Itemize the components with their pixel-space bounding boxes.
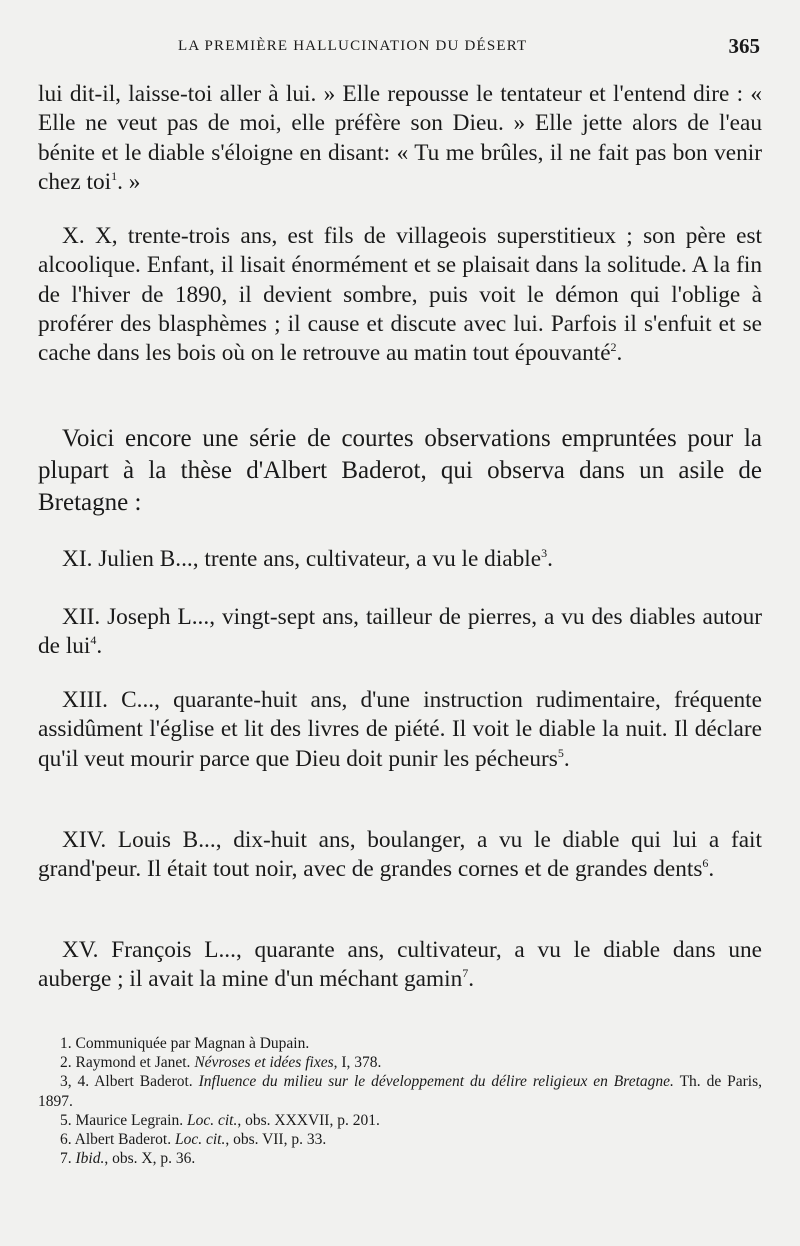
footnote-ref-3[interactable]: 3 xyxy=(541,546,548,560)
observation-x: X. X, trente-trois ans, est fils de villageois superstitieux ; son père est alcoolique. Enfant, il lisait énormément et se plaisait dans la solitude. A la fin de l'hiver de 1890, il devient sombre, puis voit le démon qui l'oblige à proférer des blasphèmes ; il cause et discute avec lui. Parfois il s'enfuit et se cache dans les bois où on le retrouve au matin tout épouvanté$^2$. xyxy=(38,223,762,367)
observation-xiv: XIV. Louis B..., dix-huit ans, boulanger, a vu le diable qui lui a fait grand'peur. Il était tout noir, avec de grandes cornes et de grandes dents$^6$. xyxy=(38,827,762,883)
paragraph-continuation: lui dit-il, laisse-toi aller à lui. » Elle repousse le tentateur et l'entend dire : « Elle ne veut pas de moi, elle préfère son Dieu. » Elle jette alors de l'eau bénite et le diable s'éloigne en disant: « Tu me brûles, il ne fait pas bon venir chez toi$^1$. » xyxy=(38,81,762,195)
footnote-ref-5[interactable]: 5 xyxy=(557,745,564,760)
footnote-6: 6. Albert Baderot. Loc. cit., obs. VII, p. 33. xyxy=(60,1131,327,1149)
observation-xiii: XIII. C..., quarante-huit ans, d'une instruction rudimentaire, fréquente assidûment l'église et lit des livres de piété. Il voit le diable la nuit. Il déclare qu'il veut mourir parce que Dieu doit punir les pécheurs$^5$. xyxy=(38,687,762,772)
page-number: 365 xyxy=(728,34,760,58)
footnote-3-4: 3, 4. Albert Baderot. Influence du milieu sur le développement du délire religieux en Bretagne. Th. de Paris, 1897. xyxy=(38,1073,762,1110)
observation-xi: XI. Julien B..., trente ans, cultivateur, a vu le diable$^3$. xyxy=(62,546,553,572)
page-header xyxy=(38,34,762,60)
footnote-ref-1[interactable]: 1 xyxy=(111,168,118,183)
intro-paragraph: Voici encore une série de courtes observations empruntées pour la plupart à la thèse d'Albert Baderot, qui observa dans un asile de Bretagne : xyxy=(38,425,762,516)
footnote-1: 1. Communiquée par Magnan à Dupain. xyxy=(60,1035,310,1052)
footnote-7: 7. Ibid., obs. X, p. 36. xyxy=(60,1150,196,1168)
footnote-ref-7[interactable]: 7 xyxy=(462,966,469,981)
footnote-ref-6[interactable]: 6 xyxy=(702,856,709,871)
footnote-2: 2. Raymond et Janet. Névroses et idées fixes, I, 378. xyxy=(60,1054,382,1072)
footnote-ref-2[interactable]: 2 xyxy=(610,340,617,355)
footnote-5: 5. Maurice Legrain. Loc. cit., obs. XXXVII, p. 201. xyxy=(60,1111,380,1129)
footnotes xyxy=(38,1034,762,1168)
running-head: LA PREMIÈRE HALLUCINATION DU DÉSERT xyxy=(178,38,528,54)
footnote-ref-4[interactable]: 4 xyxy=(90,633,97,648)
observation-xii: XII. Joseph L..., vingt-sept ans, tailleur de pierres, a vu des diables autour de lui$^4$. xyxy=(38,604,762,660)
observation-xv: XV. François L..., quarante ans, cultivateur, a vu le diable dans une auberge ; il avait la mine d'un méchant gamin$^7$. xyxy=(38,937,762,993)
